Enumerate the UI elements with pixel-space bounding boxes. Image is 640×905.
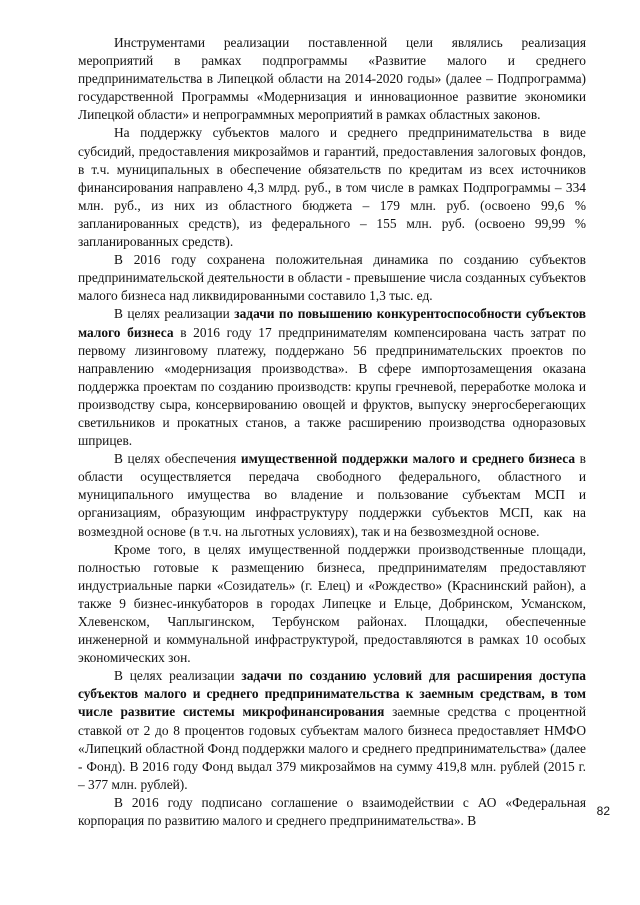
text-segment: В 2016 году подписано соглашение о взаимодействии с АО «Федеральная корпорация по развитию малого и среднего предпринимательства». В: [78, 794, 586, 829]
paragraph: [78, 541, 586, 668]
paragraph: [78, 34, 586, 124]
text-segment: В целях реализации: [114, 668, 242, 684]
bold-text-segment: задачи по повышению конкурентоспособности субъектов малого бизнеса: [78, 306, 586, 340]
text-segment: Инструментами реализации поставленной цели являлись реализация мероприятий в рамках подпрограммы «Развитие малого и среднего предпринимательства в Липецкой области на 2014-2020 годы» (далее – Подпрограмма) государственной Программы «Модернизация и инновационное развитие экономики Липецкой области» и непрограммных мероприятий в рамках областных законов.: [78, 35, 586, 123]
text-segment: в 2016 году 17 предпринимателям компенсирована часть затрат по первому лизинговому платежу, поддержано 56 предпринимательских проектов по направлению «модернизация производства». В сфере импортозамещения оказана поддержка проектам по созданию производств: крупы гречневой, переработке молока и производству сыра, консервированию овощей и фруктов, выпуску энергосберегающих светильников и прокатных станов, а также расширению производства одноразовых шприцев.: [78, 324, 586, 449]
text-segment: заемные средства с процентной ставкой от 2 до 8 процентов годовых субъектам малого бизнеса предоставляет НМФО «Липецкий областной Фонд поддержки малого и среднего предпринимательства» (далее - Фонд). В 2016 году Фонд выдал 379 микрозаймов на сумму 419,8 млн. рублей (2015 г. – 377 млн. рублей).: [78, 704, 586, 792]
text-segment: В целях реализации: [114, 306, 235, 322]
page-number: 82: [596, 804, 610, 818]
paragraph: [78, 251, 586, 305]
text-segment: Кроме того, в целях имущественной поддержки производственные площади, полностью готовые к размещению бизнеса, предпринимателям предоставляют индустриальные парки «Созидатель» (г. Елец) и «Рождество» (Краснинский район), а также 9 бизнес-инкубаторов в городах Липецке и Ельце, Добринском, Усманском, Хлевенском, Чаплыгинском, Тербунском районах. Площадки, обеспеченные инженерной и коммунальной инфраструктурой, предоставляются в рамках 10 особых экономических зон.: [78, 541, 586, 666]
paragraph: [78, 305, 586, 450]
text-segment: В целях обеспечения: [114, 451, 241, 467]
text-segment: На поддержку субъектов малого и среднего предпринимательства в виде субсидий, предоставления микрозаймов и гарантий, предоставления залоговых фондов, в т.ч. муниципальных в обеспечение обязательств по кредитам из всех источников финансирования направлено 4,3 млрд. руб., в том числе в рамках Подпрограммы – 334 млн. руб., из них из областного бюджета – 179 млн. руб. (освоено 99,6 % запланированных средств), из федерального – 155 млн. руб. (освоено 99,99 % запланированных средств).: [78, 125, 586, 250]
paragraph: [78, 450, 586, 540]
bold-text-segment: имущественной поддержки малого и среднего бизнеса: [240, 451, 576, 467]
paragraph: [78, 124, 586, 251]
paragraph: [78, 794, 586, 830]
document-body: [78, 34, 586, 830]
text-segment: В 2016 году сохранена положительная динамика по созданию субъектов предпринимательской деятельности в области - превышение числа созданных субъектов малого бизнеса над ликвидированными составило 1,3 тыс. ед.: [78, 252, 586, 304]
text-segment: в области осуществляется передача свободного федерального, областного и муниципального имущества во владение и пользование субъектам МСП и организациям, образующим инфраструктуру поддержки субъектов МСП, как на возмездной основе (в т.ч. на льготных условиях), так и на безвозмездной основе.: [78, 451, 586, 539]
bold-text-segment: задачи по созданию условий для расширения доступа субъектов малого и среднего предпринимательства к заемным средствам, в том числе развитие системы микрофинансирования: [78, 668, 586, 720]
paragraph: [78, 667, 586, 794]
